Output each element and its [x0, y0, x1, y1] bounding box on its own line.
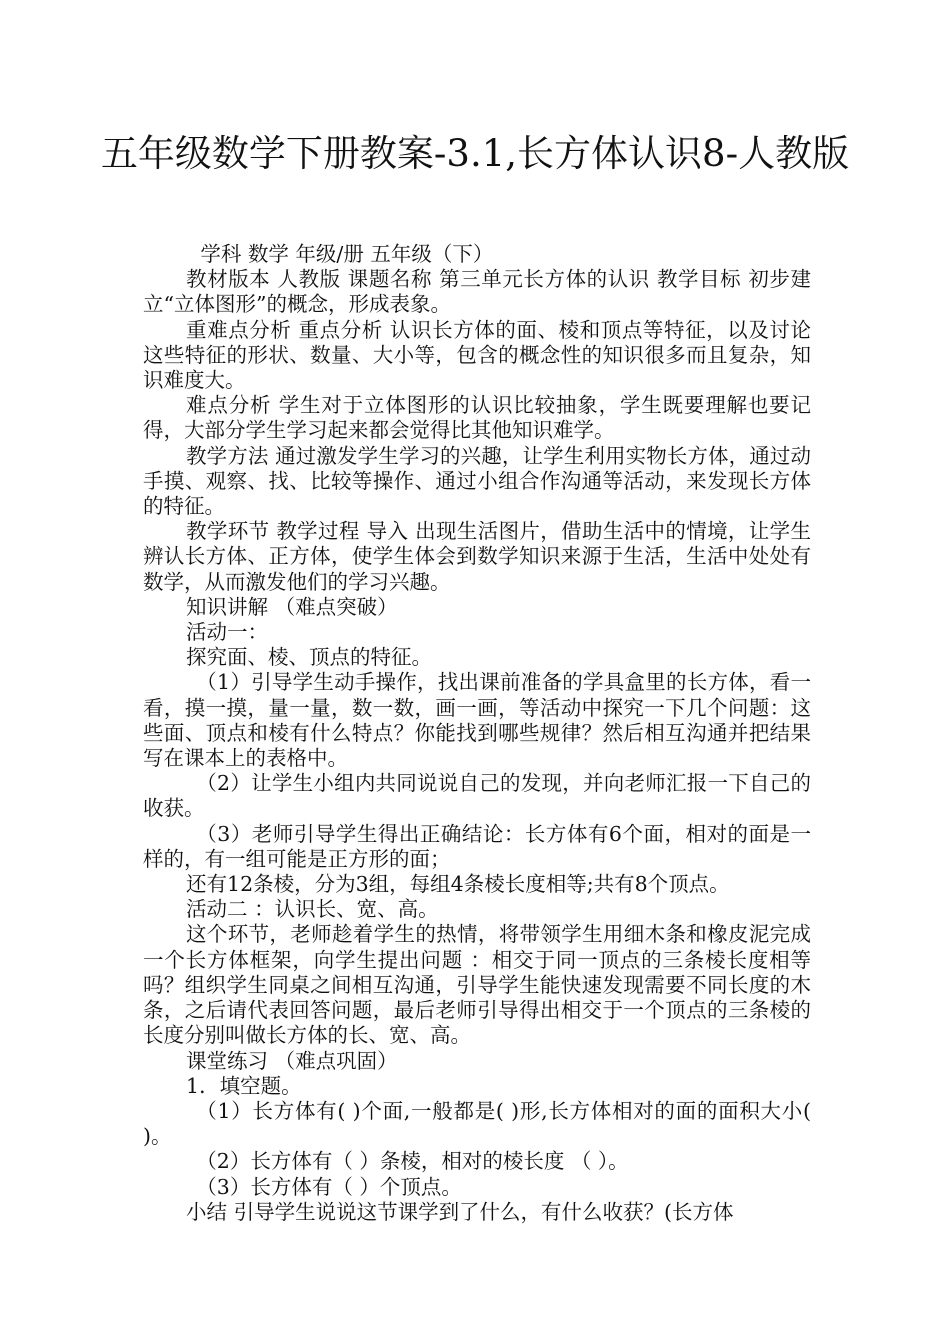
paragraph-summary: 小结 引导学生说说这节课学到了什么，有什么收获？(长方体 — [186, 1199, 734, 1224]
paragraph-step-2: （2）让学生小组内共同说说自己的发现，并向老师汇报一下自己的收获。 — [143, 771, 811, 821]
paragraph-activity-one: 活动一： — [186, 620, 269, 645]
paragraph-fill-blank: 1．填空题。 — [186, 1073, 302, 1098]
paragraph-activity-two: 活动二 ：认识长、宽、高。 — [186, 897, 439, 922]
paragraph-difficulty: 难点分析 学生对于立体图形的认识比较抽象，学生既要理解也要记得，大部分学生学习起来都会觉得比其他知识难学。 — [143, 393, 811, 443]
paragraph-key-points: 重难点分析 重点分析 认识长方体的面、棱和顶点等特征，以及讨论这些特征的形状、数量、大小等，包含的概念性的知识很多而且复杂，知识难度大。 — [143, 317, 811, 393]
paragraph-textbook-goal: 教材版本 人教版 课题名称 第三单元长方体的认识 教学目标 初步建立“立体图形”的概念，形成表象。 — [143, 267, 811, 317]
paragraph-practice-heading: 课堂练习 （难点巩固） — [186, 1048, 398, 1073]
paragraph-edges-vertices: 还有12条棱，分为3组，每组4条棱长度相等;共有8个顶点。 — [186, 872, 730, 897]
paragraph-process-intro: 教学环节 教学过程 导入 出现生活图片，借助生活中的情境，让学生辨认长方体、正方体，使学生体会到数学知识来源于生活，生活中处处有数学，从而激发他们的学习兴趣。 — [143, 519, 811, 594]
paragraph-knowledge-heading: 知识讲解 （难点突破） — [186, 594, 398, 619]
paragraph-subject-grade: 学科 数学 年级/册 五年级（下） — [200, 242, 494, 266]
paragraph-method: 教学方法 通过激发学生学习的兴趣，让学生利用实物长方体，通过动手摸、观察、找、比较等操作、通过小组合作沟通等活动，来发现长方体的特征。 — [143, 443, 811, 519]
paragraph-question-3: （3）长方体有（ ）个顶点。 — [196, 1174, 462, 1199]
paragraph-step-1: （1）引导学生动手操作，找出课前准备的学具盒里的长方体，看一看，摸一摸，量一量，数一数，画一画，等活动中探究一下几个问题：这些面、顶点和棱有什么特点？你能找到哪些规律？然后相互沟通并把结果写在课本上的表格中。 — [143, 670, 811, 771]
document-title: 五年级数学下册教案-3.1,长方体认识8-人教版 — [100, 132, 850, 175]
paragraph-explore: 探究面、棱、顶点的特征。 — [186, 645, 433, 670]
paragraph-activity-two-body: 这个环节，老师趁着学生的热情，将带领学生用细木条和橡皮泥完成一个长方体框架，向学生提出问题 ：相交于同一顶点的三条棱长度相等吗？组织学生同桌之间相互沟通，引导学生能快速发现需要不同长度的木条，之后请代表回答问题，最后老师引导得出相交于一个顶点的三条棱的长度分别叫做长方体的长、宽、高。 — [143, 922, 811, 1048]
paragraph-question-1: （1）长方体有( )个面,一般都是( )形,长方体相对的面的面积大小( )。 — [143, 1098, 811, 1149]
document-body — [143, 242, 811, 1225]
paragraph-question-2: （2）长方体有（ ）条棱，相对的棱长度 （ ）。 — [196, 1149, 629, 1174]
paragraph-step-3: （3）老师引导学生得出正确结论：长方体有6个面，相对的面是一样的，有一组可能是正方形的面； — [143, 821, 811, 871]
